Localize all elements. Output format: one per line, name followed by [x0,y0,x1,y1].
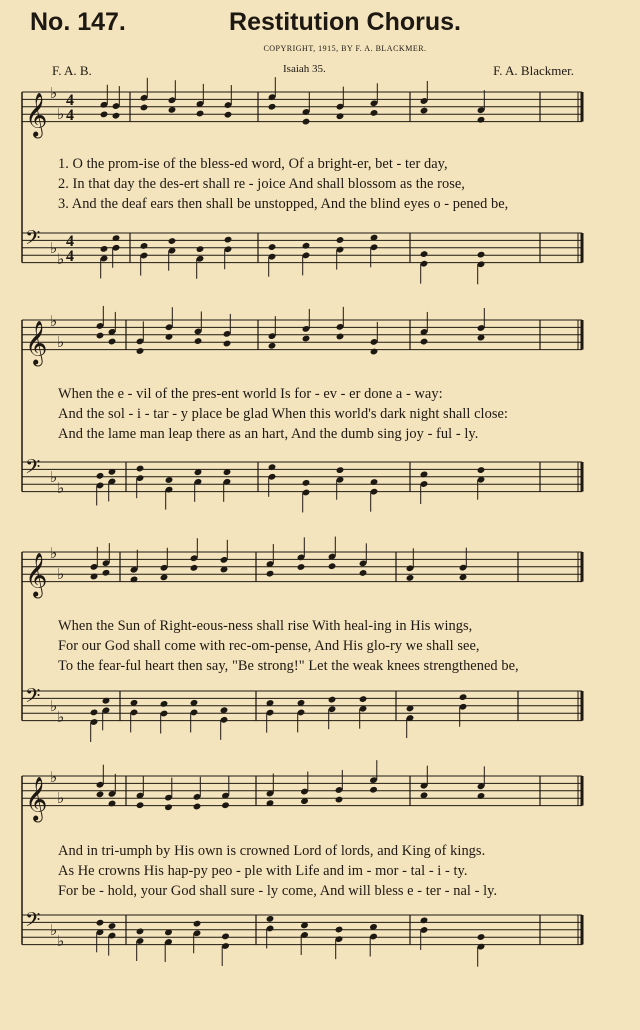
notehead [194,337,203,345]
scripture-reference: Isaiah 35. [283,63,326,75]
treble-clef-icon: 𝄞 [25,320,48,365]
hymn-title: Restitution Chorus. [229,8,461,36]
notehead [96,472,105,480]
notehead [168,237,177,245]
flat-icon: ♭ [57,478,65,497]
notehead [140,242,149,250]
system-3-verse-2: For our God shall come with rec-om-pense, And His glo-ry we shall see, [58,638,480,654]
notehead [224,111,233,119]
notehead [302,242,311,250]
notehead [268,243,277,251]
notehead [221,933,230,941]
notehead [221,801,230,809]
system-2-verse-1: When the e - vil of the pres-ent world Is for - ev - er done a - way: [58,386,443,402]
system-3-verse-1: When the Sun of Right-eous-ness shall rise With heal-ing in His wings, [58,618,473,634]
notehead [336,112,345,120]
notehead [96,790,105,798]
notehead [190,564,199,572]
flat-icon: ♭ [57,789,65,808]
notehead [370,109,379,117]
treble-clef-icon: 𝄞 [25,92,48,137]
system-1-verse-2: 2. In that day the des-ert shall re - joice And shall blossom as the rose, [58,176,465,192]
copyright-notice: COPYRIGHT, 1915, BY F. A. BLACKMER. [263,44,427,53]
system-4-verse-2: As He crowns His hap-py peo - ple with Life and im - mor - tal - i - ty. [58,863,468,879]
notehead [420,916,429,924]
notehead [136,928,145,936]
notehead [193,920,202,928]
notehead [459,693,468,701]
notehead [96,919,105,927]
flat-icon: ♭ [50,467,58,486]
notehead [328,696,337,704]
bass-clef-icon: 𝄢 [25,684,41,712]
notehead [370,478,379,486]
notehead [359,695,368,703]
notehead [140,104,149,112]
bass-clef-icon: 𝄢 [25,908,41,936]
system-3-verse-3: To the fear-ful heart then say, "Be strong!" Let the weak knees strengthened be, [58,658,519,674]
flat-icon: ♭ [50,544,58,562]
system-2-verse-3: And the lame man leap there as an hart, And the dumb sing joy - ful - ly. [58,426,479,442]
notehead [328,562,337,570]
hymn-number: No. 147. [30,8,126,36]
notehead [420,338,429,346]
time-signature-digit: 4 [66,107,74,124]
flat-icon: ♭ [50,84,58,102]
notehead [193,803,202,811]
treble-clef-icon: 𝄞 [25,552,48,597]
notehead [164,803,173,811]
notehead [369,786,378,794]
notehead [165,333,174,341]
notehead [335,926,344,934]
composer-credit: F. A. Blackmer. [493,63,574,78]
notehead [108,338,117,346]
notehead [96,332,105,340]
notehead [266,570,275,578]
treble-clef-icon: 𝄞 [25,776,48,821]
notehead [100,245,109,253]
bass-clef-icon: 𝄢 [25,226,41,254]
lyricist-credit: F. A. B. [52,63,92,78]
notehead [336,236,345,244]
flat-icon: ♭ [57,333,65,352]
flat-icon: ♭ [57,565,65,584]
notehead [136,347,145,355]
flat-icon: ♭ [50,238,58,257]
notehead [477,466,486,474]
notehead [302,118,311,126]
notehead [336,333,345,341]
notehead [196,110,205,118]
notehead [224,236,233,244]
time-signature-digit: 4 [66,248,74,265]
notehead [297,563,306,571]
notehead [370,348,379,356]
bass-clef-icon: 𝄢 [25,455,41,483]
system-4-verse-1: And in tri-umph by His own is crowned Lord of lords, and King of kings. [58,843,486,859]
flat-icon: ♭ [57,105,65,124]
notehead [112,112,121,120]
notehead [160,700,169,708]
time-signature-digit: 4 [66,92,74,109]
system-2-verse-2: And the sol - i - tar - y place be glad When this world's dark night shall close: [58,406,508,422]
notehead [196,245,205,253]
time-signature-digit: 4 [66,233,74,250]
notehead [223,340,232,348]
flat-icon: ♭ [57,249,65,268]
notehead [102,569,111,577]
system-1-verse-1: 1. O the prom-ise of the bless-ed word, Of a bright-er, bet - ter day, [58,156,448,172]
system-4-verse-3: For be - hold, your God shall sure - ly come, And will bless e - ter - nal - ly. [58,883,498,899]
notehead [136,465,145,473]
notehead [477,251,486,259]
notehead [266,915,275,923]
flat-icon: ♭ [57,707,65,726]
notehead [477,116,486,124]
notehead [100,111,109,119]
notehead [359,569,368,577]
flat-icon: ♭ [50,768,58,786]
notehead [136,801,145,809]
notehead [420,250,429,258]
notehead [108,800,117,808]
notehead [90,709,99,717]
notehead [335,796,344,804]
notehead [108,922,117,930]
flat-icon: ♭ [57,931,65,950]
notehead [477,933,486,941]
flat-icon: ♭ [50,312,58,330]
notehead [268,342,277,350]
system-1-verse-3: 3. And the deaf ears then shall be unstopped, And the blind eyes o - pened be, [58,196,509,212]
notehead [302,335,311,343]
notehead [302,479,311,487]
notehead [268,103,277,111]
notehead [420,107,429,115]
notehead [336,466,345,474]
notehead [406,574,415,582]
flat-icon: ♭ [50,920,58,939]
flat-icon: ♭ [50,696,58,715]
